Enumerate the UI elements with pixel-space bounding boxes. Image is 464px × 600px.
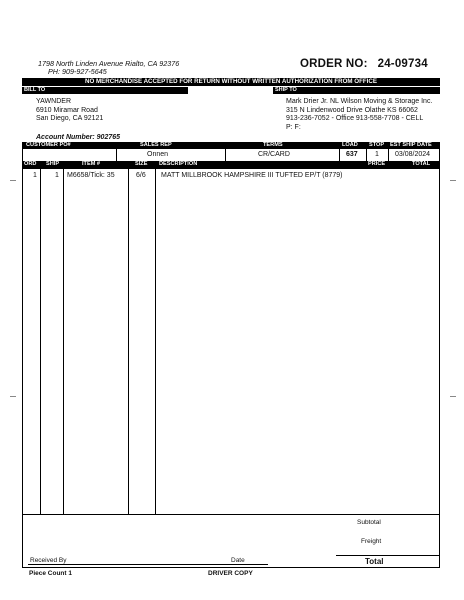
bill-to-street: 6910 Miramar Road	[36, 106, 98, 114]
sales-rep-value: Onnen	[147, 151, 169, 158]
company-address-line: 1798 North Linden Avenue Rialto, CA 92376	[38, 59, 180, 68]
date-label: Date	[231, 557, 245, 564]
bill-to-header: BILL TO	[22, 87, 188, 94]
totals-separator	[22, 514, 440, 515]
column-divider	[155, 168, 156, 514]
total-header: TOTAL	[412, 161, 431, 167]
cell-divider	[366, 149, 367, 161]
sales-rep-header: SALES REP	[140, 142, 172, 148]
bill-to-city: San Diego, CA 92121	[36, 115, 104, 122]
items-table	[22, 168, 440, 568]
bill-to-address	[36, 98, 103, 124]
ship-to-line2: 315 N Lindenwood Drive Olathe KS 66062	[286, 106, 418, 114]
ship-to-line4: P: F:	[286, 123, 301, 131]
account-number: Account Number: 902765	[36, 134, 121, 141]
cell-divider	[225, 149, 226, 161]
ship-to-header: SHIP TO	[273, 87, 440, 94]
subtotal-label: Subtotal	[357, 519, 381, 526]
signature-line	[28, 564, 268, 565]
item-size: 6/6	[136, 172, 146, 179]
freight-label: Freight	[361, 538, 382, 545]
load-value: 637	[346, 151, 358, 158]
order-number-value: 24-09734	[377, 58, 428, 70]
customer-po-header: CUSTOMER PO#	[26, 142, 71, 148]
column-divider	[128, 168, 129, 514]
item-ord: 1	[33, 172, 37, 179]
received-by-label: Received By	[30, 557, 67, 564]
ship-to-line3: 913-236-7052 - Office 913-558-7708 - CELL	[286, 115, 424, 122]
company-phone: PH: 909-927-5645	[48, 67, 107, 76]
margin-tick	[450, 396, 456, 397]
margin-tick	[450, 180, 456, 181]
piece-count: Piece Count 1	[29, 570, 72, 577]
cell-divider	[388, 149, 389, 161]
est-ship-value: 03/08/2024	[395, 151, 431, 158]
terms-value: CR/CARD	[258, 151, 290, 158]
stop-value: 1	[375, 151, 379, 158]
stop-header: STOP	[369, 142, 385, 148]
total-label: Total	[365, 557, 384, 566]
item-ship: 1	[55, 172, 59, 179]
column-divider	[40, 168, 41, 514]
total-box	[336, 555, 440, 568]
info-values-row	[22, 149, 440, 161]
ship-to-line1: Mark Drier Jr. NL Wilson Moving & Storage Inc.	[286, 98, 433, 105]
item-number: M6658/Tick: 35	[67, 172, 115, 179]
info-header-row	[22, 142, 440, 149]
load-header: LOAD	[342, 142, 358, 148]
copy-label: DRIVER COPY	[208, 570, 253, 577]
order-label: ORDER NO:	[300, 58, 368, 70]
terms-header: TERMS	[263, 142, 283, 148]
item-header: ITEM #	[82, 161, 101, 167]
margin-tick	[10, 396, 16, 397]
ship-header: SHIP	[46, 161, 60, 167]
return-notice-banner: NO MERCHANDISE ACCEPTED FOR RETURN WITHOUT WRITTEN AUTHORIZATION FROM OFFICE	[22, 78, 440, 86]
order-number	[300, 58, 428, 70]
item-description: MATT MILLBROOK HAMPSHIRE III TUFTED EP/T (8779)	[161, 172, 343, 179]
est-ship-header: EST SHIP DATE	[390, 142, 432, 148]
price-header: PRICE	[368, 161, 386, 167]
size-header: SIZE	[135, 161, 148, 167]
description-header: DESCRIPTION	[159, 161, 198, 167]
ship-to-address	[286, 98, 432, 132]
cell-divider	[339, 149, 340, 161]
item-header-row	[22, 161, 440, 168]
ord-header: ORD	[24, 161, 37, 167]
bill-to-name: YAWNDER	[36, 98, 71, 105]
company-address	[38, 60, 179, 76]
cell-divider	[116, 149, 117, 161]
margin-tick	[10, 180, 16, 181]
column-divider	[63, 168, 64, 514]
